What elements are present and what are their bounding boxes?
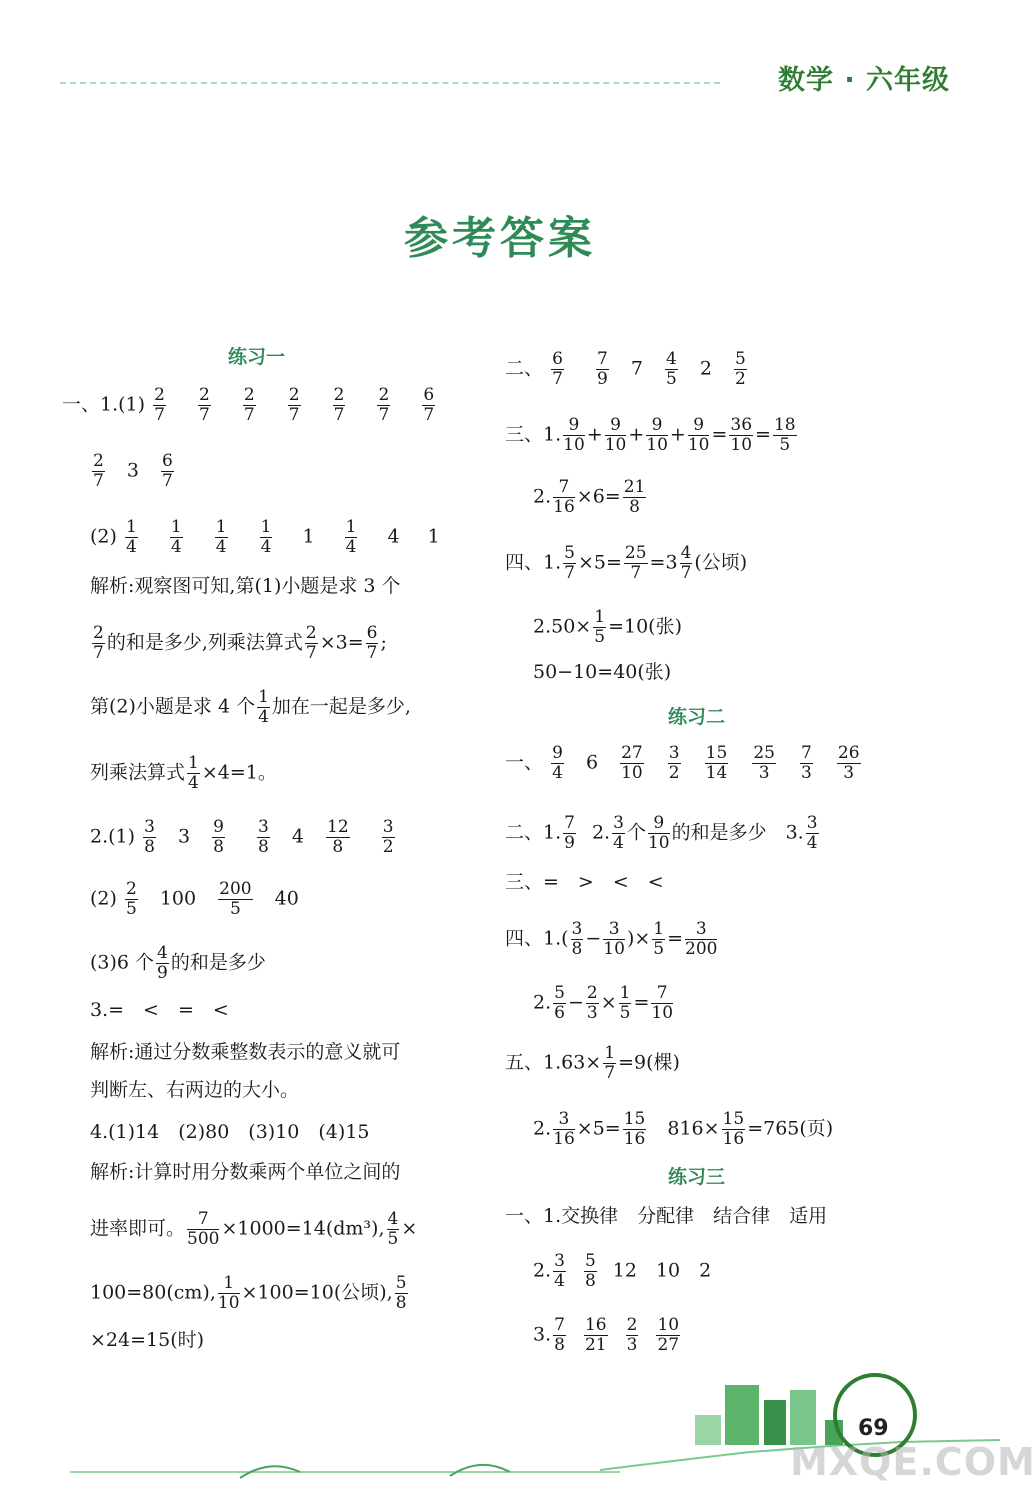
- text: 2.: [533, 1117, 552, 1140]
- fraction: $\frac{2}{3}$: [626, 1315, 638, 1355]
- fraction: $\frac{36}{10}$: [730, 415, 753, 455]
- text: 2.(1): [90, 825, 136, 848]
- fraction: $\frac{4}{7}$: [680, 543, 692, 583]
- fraction: $\frac{2}{7}$: [288, 385, 300, 425]
- text: 的和是多少,列乘法算式: [106, 631, 303, 654]
- fraction: $\frac{1}{7}$: [604, 1043, 616, 1083]
- page-title: 参考答案: [404, 213, 596, 264]
- text: 2: [699, 357, 712, 380]
- footer-squiggle: [60, 1452, 660, 1482]
- fraction: $\frac{1}{4}$: [345, 517, 357, 557]
- text: 第(2)小题是求 4 个: [90, 695, 256, 718]
- header-subject: 数学 · 六年级: [778, 65, 951, 96]
- text: =: [755, 423, 771, 446]
- fraction: $\frac{6}{7}$: [366, 623, 378, 663]
- fraction: $\frac{16}{21}$: [584, 1315, 607, 1355]
- fraction: $\frac{9}{10}$: [563, 415, 585, 455]
- text: 2.: [533, 1259, 552, 1282]
- answer-line: [505, 544, 747, 583]
- fraction: $\frac{5}{6}$: [554, 983, 565, 1023]
- text: (2): [90, 525, 117, 548]
- fraction: $\frac{1}{5}$: [594, 607, 606, 647]
- fraction: $\frac{3}{4}$: [613, 813, 624, 853]
- fraction: $\frac{7}{8}$: [554, 1315, 565, 1355]
- fraction: $\frac{10}{27}$: [657, 1315, 680, 1355]
- answer-line: [505, 350, 749, 389]
- text: 1: [302, 525, 315, 548]
- answer-line: [90, 1210, 417, 1249]
- answer-line: [505, 744, 863, 783]
- fraction: $\frac{9}{8}$: [213, 817, 224, 857]
- fraction: $\frac{3}{2}$: [668, 743, 680, 783]
- text: 3.: [533, 1323, 552, 1346]
- fraction: $\frac{2}{7}$: [243, 385, 255, 425]
- text: 2.: [533, 485, 552, 508]
- text: =: [667, 927, 684, 950]
- fraction: $\frac{3}{8}$: [571, 919, 583, 959]
- fraction: $\frac{3}{16}$: [553, 1109, 575, 1149]
- text: 五、1.63×: [505, 1051, 602, 1074]
- text: ×4=1。: [201, 761, 277, 784]
- text: 100: [159, 887, 197, 910]
- fraction: $\frac{5}{8}$: [584, 1251, 596, 1291]
- fraction: $\frac{18}{5}$: [773, 415, 796, 455]
- fraction: $\frac{6}{7}$: [162, 451, 173, 491]
- text: −: [585, 927, 602, 950]
- text: (公顷): [694, 551, 748, 574]
- fraction: $\frac{7}{16}$: [553, 477, 575, 517]
- fraction: $\frac{1}{4}$: [258, 687, 269, 727]
- text: 二、1.: [505, 821, 562, 844]
- text: 4: [387, 525, 400, 548]
- fraction: $\frac{1}{4}$: [125, 517, 137, 557]
- text: (3)6 个: [90, 951, 155, 974]
- answer-line: 50−10=40(张): [533, 661, 672, 683]
- fraction: $\frac{25}{3}$: [753, 743, 775, 783]
- answer-line: [90, 452, 176, 491]
- text: =3: [649, 551, 678, 574]
- answer-line: [90, 880, 299, 919]
- analysis-line: 判断左、右两边的大小。: [90, 1079, 300, 1101]
- fraction: $\frac{2}{7}$: [378, 385, 390, 425]
- text: 进率即可。: [90, 1217, 186, 1240]
- fraction: $\frac{1}{4}$: [215, 517, 227, 557]
- fraction: $\frac{5}{8}$: [395, 1273, 407, 1313]
- text: 1: [427, 525, 440, 548]
- text: 二、: [505, 357, 544, 380]
- text: +: [628, 423, 645, 446]
- text: 四、1.: [505, 551, 562, 574]
- answer-line: [505, 920, 719, 959]
- answer-line: 3.= < = <: [90, 999, 229, 1021]
- fraction: $\frac{9}{10}$: [604, 415, 627, 455]
- text: 三、1.: [505, 423, 562, 446]
- fraction: $\frac{7}{500}$: [187, 1209, 220, 1249]
- fraction: $\frac{7}{9}$: [564, 813, 575, 853]
- text: 4: [291, 825, 304, 848]
- text: 的和是多少 3.: [671, 821, 804, 844]
- fraction: $\frac{3}{8}$: [257, 817, 269, 857]
- text: 2.: [591, 821, 611, 844]
- section-heading-3: 练习三: [668, 1166, 726, 1188]
- fraction: $\frac{1}{4}$: [260, 517, 272, 557]
- text: +: [669, 423, 686, 446]
- answer-line: [90, 944, 266, 983]
- text: 7: [630, 357, 643, 380]
- answer-line: [533, 608, 682, 647]
- text: 3: [177, 825, 191, 848]
- fraction: $\frac{4}{5}$: [665, 349, 677, 389]
- fraction: $\frac{6}{7}$: [552, 349, 563, 389]
- text: +: [586, 423, 603, 446]
- fraction: $\frac{1}{4}$: [188, 753, 199, 793]
- fraction: $\frac{3}{10}$: [603, 919, 625, 959]
- text: 的和是多少: [170, 951, 266, 974]
- fraction: $\frac{1}{5}$: [619, 983, 631, 1023]
- answer-line: ×24=15(时): [90, 1329, 205, 1351]
- fraction: $\frac{3}{4}$: [554, 1251, 565, 1291]
- text: 一、: [505, 751, 544, 774]
- text: ×5=: [577, 551, 622, 574]
- answer-line: [90, 754, 277, 793]
- text: 6: [585, 751, 599, 774]
- fraction: $\frac{3}{8}$: [144, 817, 155, 857]
- fraction: $\frac{26}{3}$: [837, 743, 860, 783]
- fraction: $\frac{3}{200}$: [685, 919, 718, 959]
- text: ×: [401, 1217, 418, 1240]
- text: 一、1.(1): [62, 393, 146, 416]
- fraction: $\frac{3}{4}$: [806, 813, 818, 853]
- answer-line: [90, 818, 397, 857]
- text: ×5=: [576, 1117, 621, 1140]
- text: ×6=: [576, 485, 621, 508]
- text: 2.: [533, 991, 552, 1014]
- text: =765(页): [747, 1117, 834, 1140]
- text: 816×: [648, 1117, 720, 1140]
- answer-line: [533, 1252, 711, 1291]
- text: ×100=10(公顷),: [241, 1281, 393, 1304]
- analysis-line: 解析:观察图可知,第(1)小题是求 3 个: [90, 575, 401, 597]
- text: 100=80(cm),: [90, 1281, 216, 1304]
- answer-line: [62, 386, 437, 425]
- analysis-line: 解析:计算时用分数乘两个单位之间的: [90, 1161, 401, 1183]
- watermark: MXQE.COM: [790, 1440, 1036, 1484]
- fraction: $\frac{4}{5}$: [387, 1209, 399, 1249]
- text: =: [711, 423, 728, 446]
- answer-line: 一、1.交换律 分配律 结合律 适用: [505, 1205, 828, 1227]
- fraction: $\frac{1}{5}$: [653, 919, 665, 959]
- fraction: $\frac{4}{9}$: [157, 943, 168, 983]
- fraction: $\frac{2}{5}$: [125, 879, 137, 919]
- text: ;: [380, 631, 387, 654]
- answer-line: [505, 1044, 680, 1083]
- fraction: $\frac{1}{10}$: [217, 1273, 240, 1313]
- text: 12 10 2: [612, 1259, 712, 1282]
- text: )×: [626, 927, 651, 950]
- answer-line: [533, 984, 675, 1023]
- answer-line: [533, 1110, 833, 1149]
- answer-line: [90, 518, 440, 557]
- fraction: $\frac{6}{7}$: [423, 385, 435, 425]
- fraction: $\frac{3}{2}$: [382, 817, 394, 857]
- text: 加在一起是多少,: [271, 695, 411, 718]
- fraction: $\frac{15}{16}$: [722, 1109, 745, 1149]
- text: =10(张): [608, 615, 682, 638]
- fraction: $\frac{15}{14}$: [705, 743, 728, 783]
- text: ×: [600, 991, 617, 1014]
- answer-line: 三、= > < <: [505, 871, 664, 893]
- answer-line: [90, 688, 411, 727]
- text: 40: [274, 887, 299, 910]
- text: 2.50×: [533, 615, 592, 638]
- answer-line: [505, 416, 799, 455]
- fraction: $\frac{200}{5}$: [219, 879, 252, 919]
- fraction: $\frac{2}{7}$: [333, 385, 345, 425]
- fraction: $\frac{21}{8}$: [623, 477, 646, 517]
- fraction: $\frac{9}{10}$: [646, 415, 668, 455]
- answer-line: 4.(1)14 (2)80 (3)10 (4)15: [90, 1121, 370, 1143]
- fraction: $\frac{7}{9}$: [596, 349, 608, 389]
- text: ×3=: [319, 631, 364, 654]
- fraction: $\frac{1}{4}$: [170, 517, 182, 557]
- answer-line: [90, 624, 387, 663]
- fraction: $\frac{9}{4}$: [552, 743, 563, 783]
- analysis-line: 解析:通过分数乘整数表示的意义就可: [90, 1041, 401, 1063]
- text: 3: [126, 459, 139, 482]
- answer-line: [90, 1274, 410, 1313]
- text: ×1000=14(dm³),: [221, 1217, 385, 1240]
- fraction: $\frac{7}{10}$: [651, 983, 674, 1023]
- text: (2): [90, 887, 117, 910]
- fraction: $\frac{12}{8}$: [327, 817, 349, 857]
- fraction: $\frac{25}{7}$: [624, 543, 647, 583]
- fraction: $\frac{5}{7}$: [564, 543, 575, 583]
- fraction: $\frac{5}{2}$: [734, 349, 746, 389]
- text: 四、1.(: [505, 927, 569, 950]
- fraction: $\frac{9}{10}$: [687, 415, 710, 455]
- page-number: 69: [858, 1416, 889, 1441]
- text: −: [567, 991, 584, 1014]
- answer-line: [533, 1316, 682, 1355]
- fraction: $\frac{2}{7}$: [154, 385, 165, 425]
- text: =9(棵): [618, 1051, 680, 1074]
- header-rule: [60, 82, 720, 84]
- fraction: $\frac{2}{3}$: [586, 983, 598, 1023]
- fraction: $\frac{2}{7}$: [93, 623, 104, 663]
- fraction: $\frac{2}{7}$: [198, 385, 210, 425]
- answer-line: [505, 814, 821, 853]
- fraction: $\frac{7}{3}$: [801, 743, 812, 783]
- fraction: $\frac{2}{7}$: [93, 451, 104, 491]
- section-heading-2: 练习二: [668, 706, 726, 728]
- fraction: $\frac{27}{10}$: [621, 743, 643, 783]
- answer-line: [533, 478, 648, 517]
- text: =: [633, 991, 650, 1014]
- text: 个: [626, 821, 646, 844]
- fraction: $\frac{2}{7}$: [305, 623, 317, 663]
- section-heading-1: 练习一: [228, 346, 286, 368]
- fraction: $\frac{15}{16}$: [623, 1109, 646, 1149]
- text: 列乘法算式: [90, 761, 186, 784]
- fraction: $\frac{9}{10}$: [647, 813, 670, 853]
